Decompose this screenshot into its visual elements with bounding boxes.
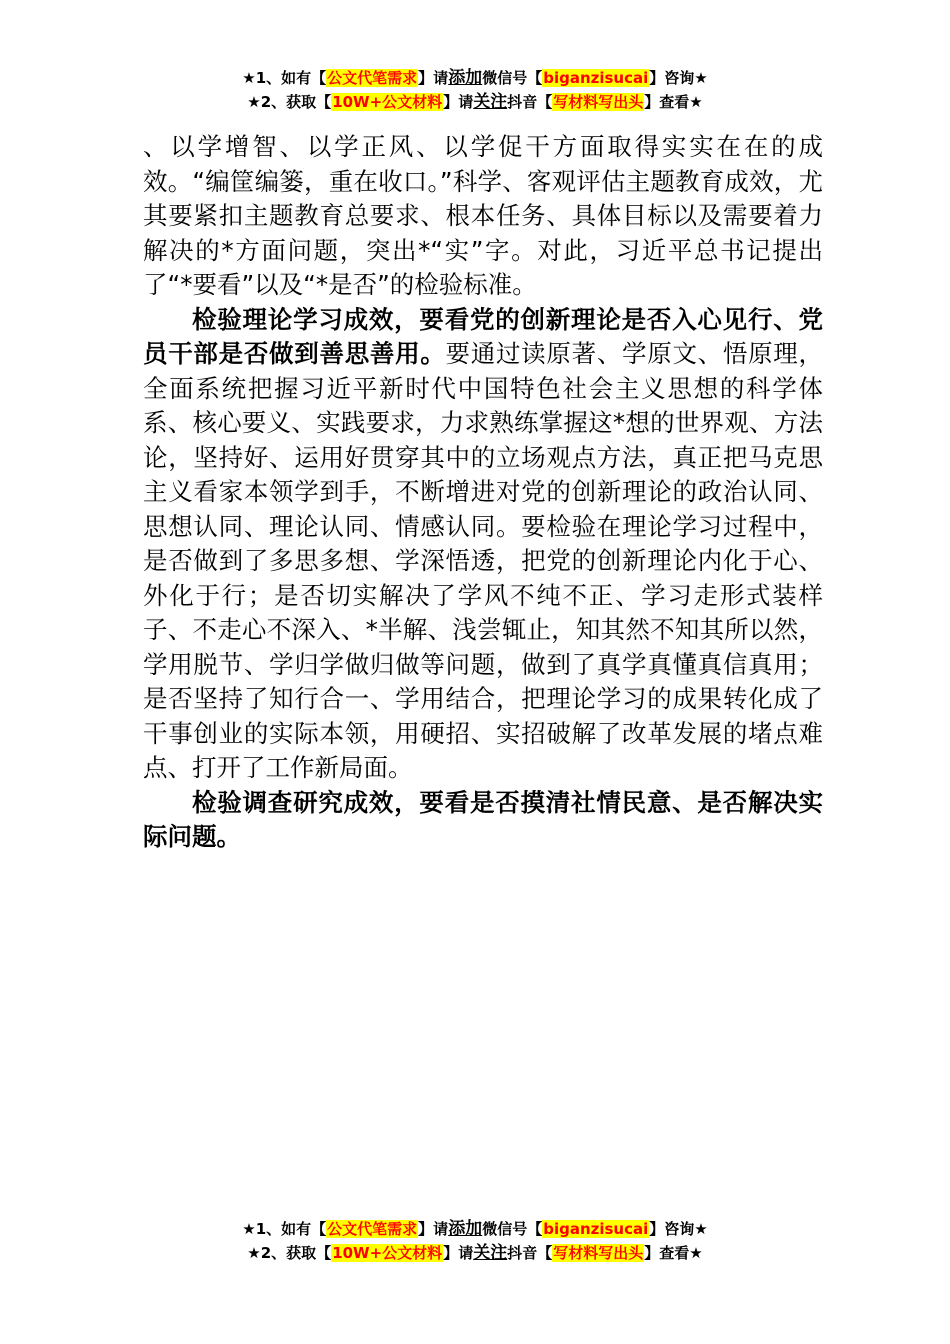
header-line-1-prefix: ★1、如有【 (242, 69, 327, 87)
header-add-emphasis: 添加 (448, 68, 483, 88)
footer-line-1-prefix: ★1、如有【 (242, 1220, 327, 1238)
footer-add-emphasis: 添加 (448, 1219, 483, 1239)
header-line-1 (0, 66, 950, 90)
footer-douyin-id: 写材料写出头 (553, 1244, 644, 1262)
footer-materials-highlight: 10W+公文材料 (332, 1244, 443, 1262)
footer-follow-emphasis: 关注 (473, 1243, 508, 1263)
footer-line-1-text: 】请 (418, 1220, 449, 1238)
header-line-2 (0, 90, 950, 114)
paragraph-3-heading: 检验调查研究成效，要看是否摸清社情民意、是否解决实际问题。 (143, 787, 823, 851)
paragraph-2-heading: 检验理论学习成效，要看党的创新理论是否入心见行、党员干部是否做到善思善用。 (143, 304, 823, 368)
footer-line-1-suffix: 】咨询★ (649, 1220, 708, 1238)
footer-line-2-text-2: 抖音【 (507, 1244, 553, 1262)
paragraph-1: 、以学增智、以学正风、以学促干方面取得实实在在的成效。“编筐编篓，重在收口。”科学、客观评估主题教育成效，尤其要紧扣主题教育总要求、根本任务、具体目标以及需要着力解决的*方面问题，突出*“实”字。对此，习近平总书记提出了“*要看”以及“*是否”的检验标准。 (143, 132, 823, 299)
paragraph-2-text: 要通过读原著、学原文、悟原理，全面系统把握习近平新时代中国特色社会主义思想的科学体系、核心要义、实践要求，力求熟练掌握这*想的世界观、方法论，坚持好、运用好贯穿其中的立场观点方法，真正把马克思主义看家本领学到手，不断增进对党的创新理论的政治认同、思想认同、理论认同、情感认同。要检验在理论学习过程中，是否做到了多思多想、学深悟透，把党的创新理论内化于心、外化于行；是否切实解决了学风不纯不正、学习走形式装样子、不走心不深入、*半解、浅尝辄止，知其然不知其所以然，学用脱节、学归学做归做等问题，做到了真学真懂真信真用；是否坚持了知行合一、学用结合，把理论学习的成果转化成了干事创业的实际本领，用硬招、实招破解了改革发展的堵点难点、打开了工作新局面。 (143, 339, 824, 782)
header-line-2-text-2: 抖音【 (507, 93, 553, 111)
footer-line-1 (0, 1217, 950, 1241)
footer-service-highlight: 公文代笔需求 (327, 1220, 418, 1238)
footer-line-2-suffix: 】查看★ (644, 1244, 703, 1262)
header-service-highlight: 公文代笔需求 (327, 69, 418, 87)
header-line-1-suffix: 】咨询★ (649, 69, 708, 87)
footer-line-2-text: 】请 (443, 1244, 474, 1262)
header-line-2-text: 】请 (443, 93, 474, 111)
footer-line-2 (0, 1241, 950, 1265)
header-follow-emphasis: 关注 (473, 92, 508, 112)
paragraph-2 (143, 303, 823, 786)
document-body (143, 130, 823, 855)
header-line-2-prefix: ★2、获取【 (247, 93, 332, 111)
header-line-1-text-2: 微信号【 (482, 69, 543, 87)
header-wechat-id: biganzisucai (543, 69, 649, 87)
footer-line-1-text-2: 微信号【 (482, 1220, 543, 1238)
header-line-1-text: 】请 (418, 69, 449, 87)
header-douyin-id: 写材料写出头 (553, 93, 644, 111)
footer-line-2-prefix: ★2、获取【 (247, 1244, 332, 1262)
footer-banner (0, 1217, 950, 1265)
footer-wechat-id: biganzisucai (543, 1220, 649, 1238)
header-banner (0, 66, 950, 114)
header-materials-highlight: 10W+公文材料 (332, 93, 443, 111)
header-line-2-suffix: 】查看★ (644, 93, 703, 111)
